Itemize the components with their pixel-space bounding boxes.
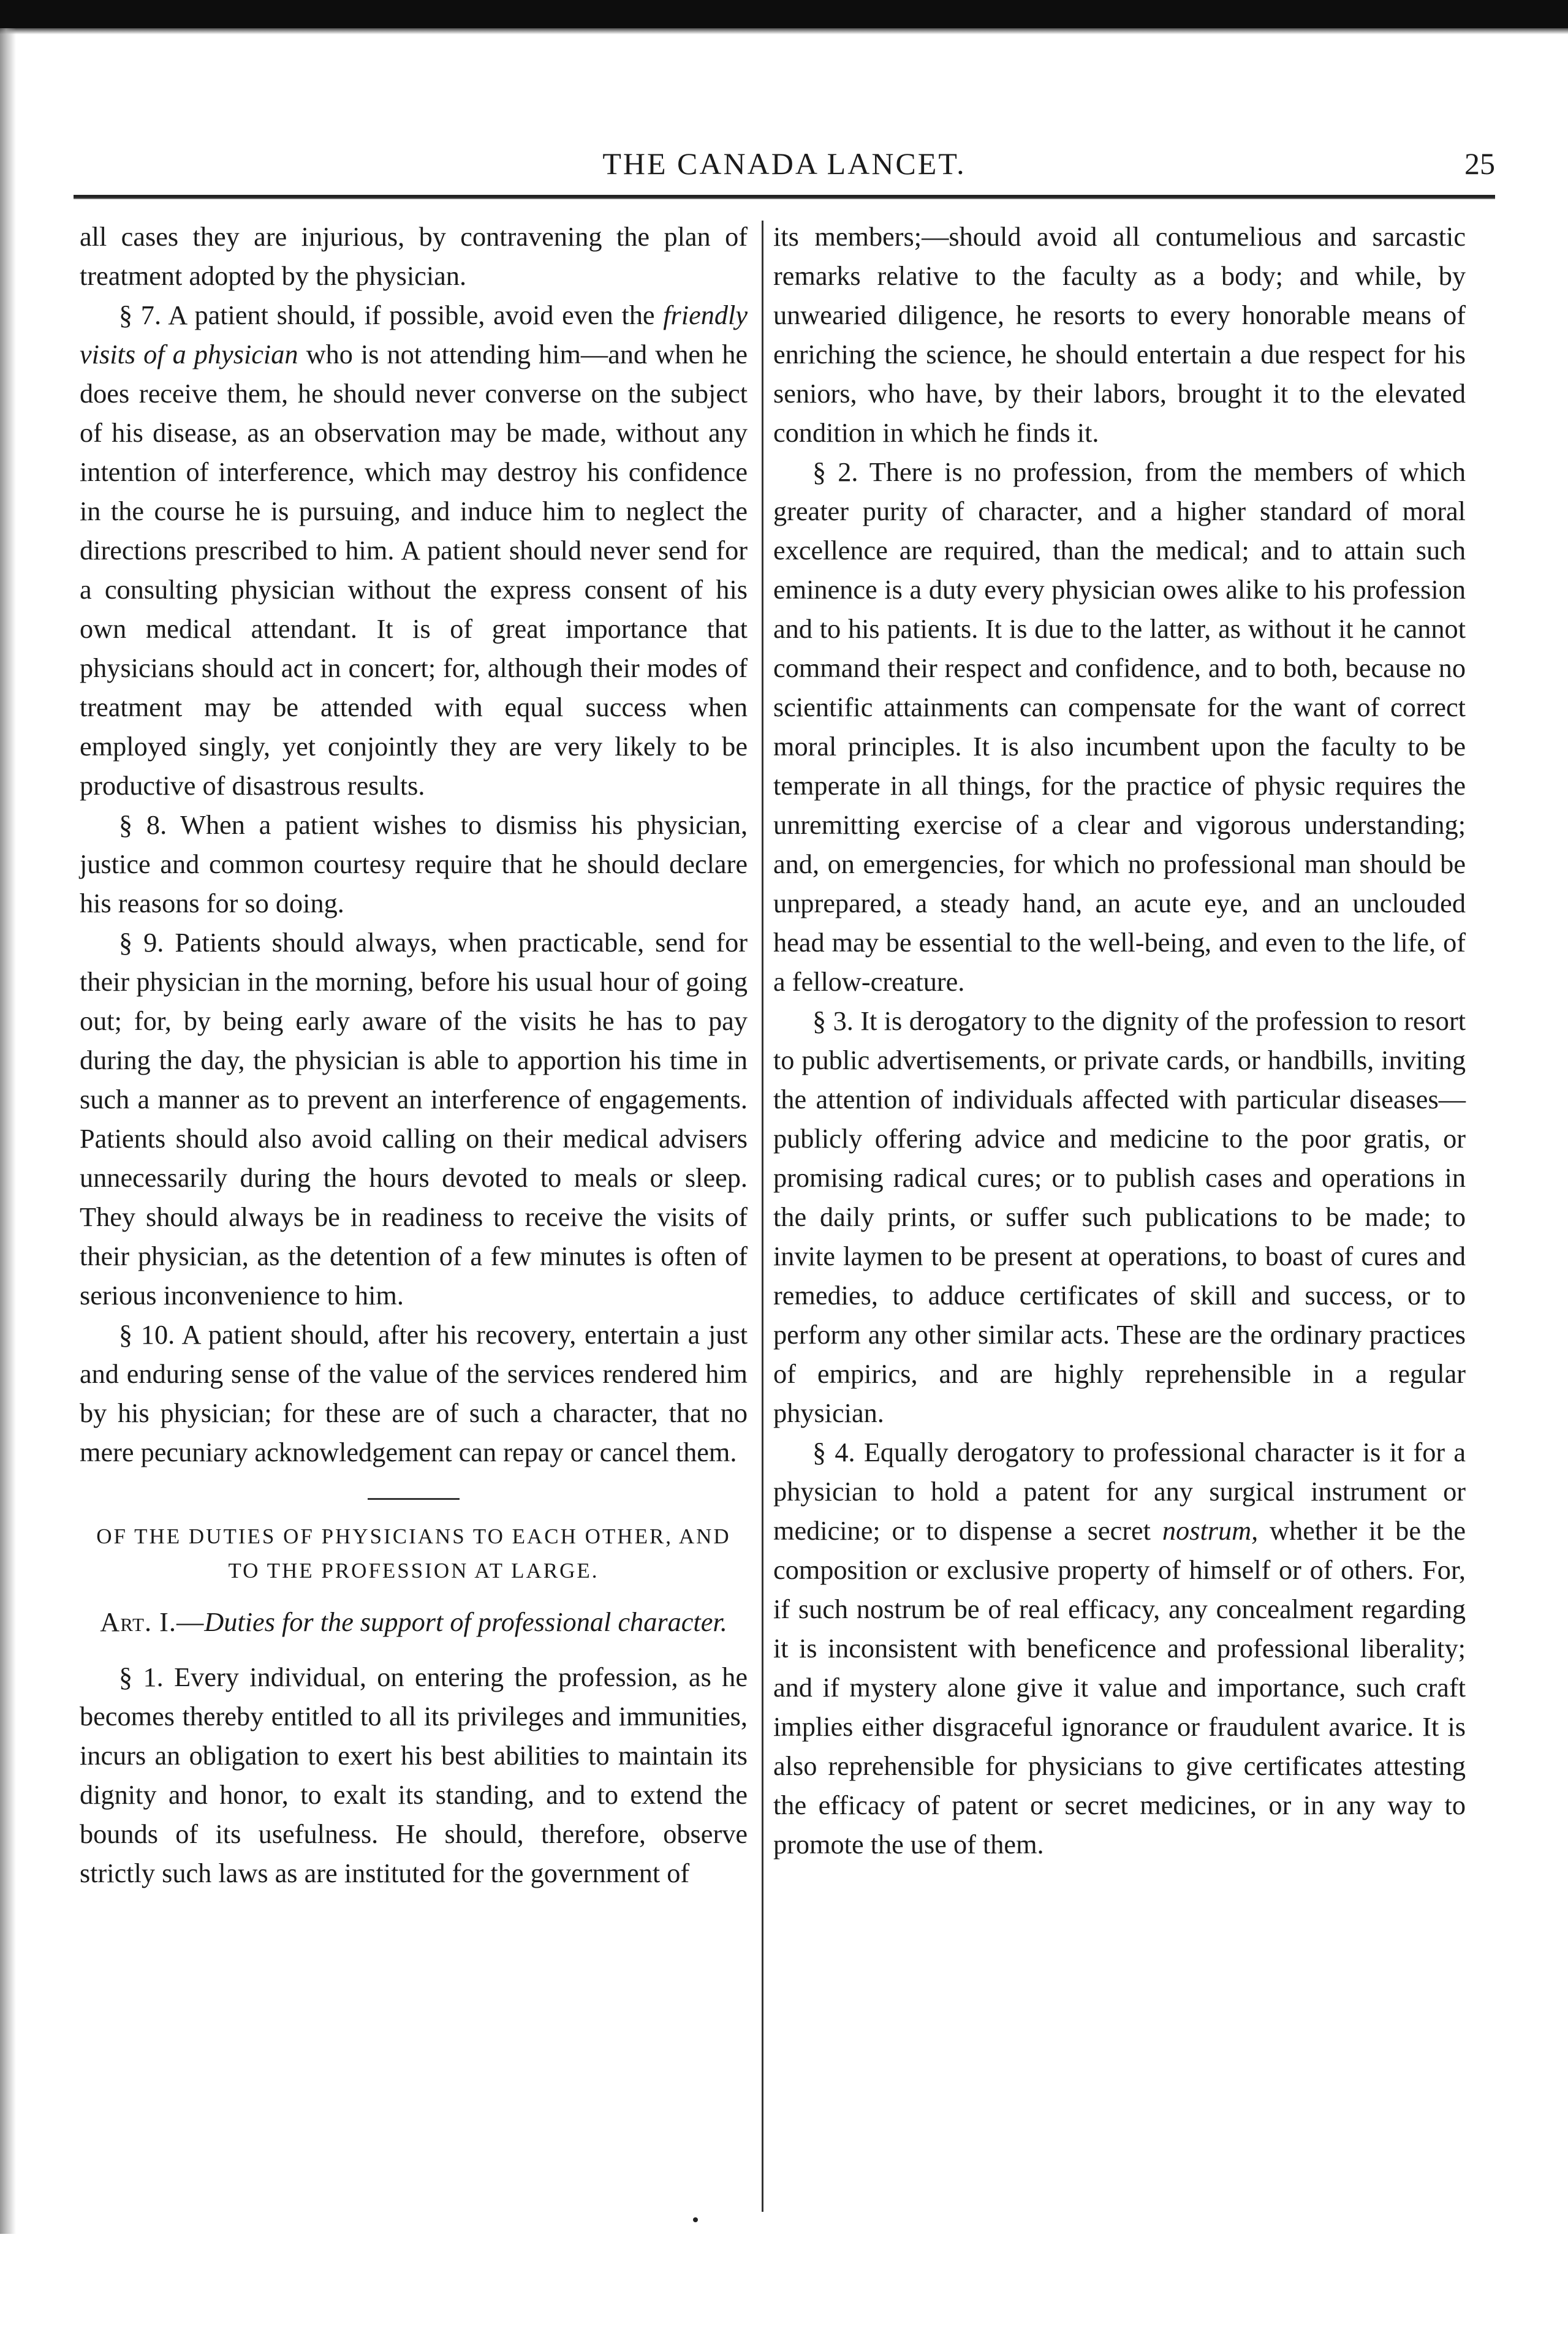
section-divider [368, 1498, 460, 1500]
section-label: § 3. [812, 1006, 854, 1036]
paragraph-continuation: its members;—should avoid all contumelious and sarcastic remarks relative to the faculty as a body; and while, by unwearied diligence, he resorts to every honorable means of enriching the science, he should entertain a due respect for his seniors, who have, by their labors, brought it to the elevated condition in which he finds it. [773, 222, 1466, 448]
section-label: § 4. [812, 1437, 855, 1467]
section-label: § 8. [119, 810, 167, 840]
paragraph-section-9: § 9. Patients should always, when practicable, send for their physician in the morning, before his usual hour of going out; for, by being early aware of the visits he has to pay during the day, the physician is able to apportion his time in such a manner as to prevent an interference of engagements. Patients should also avoid calling on their medical advisers unnecessarily during the hours devoted to meals or sleep. They should always be in readiness to receive the visits of their physician, as the detention of a few minutes is often of serious inconvenience to him. [80, 928, 748, 1311]
section-label: § 7. [119, 300, 162, 330]
scan-top-border [0, 0, 1568, 28]
page-header [74, 146, 1495, 195]
article-title: Duties for the support of professional character. [204, 1607, 727, 1637]
printer-mark [693, 2217, 698, 2222]
italic-phrase: friendly visits of a physician [80, 300, 748, 369]
article-heading [80, 1603, 748, 1642]
italic-phrase: nostrum, [1162, 1516, 1259, 1546]
left-column [80, 218, 748, 1893]
paragraph-section-8: § 8. When a patient wishes to dismiss his physician, justice and common courtesy require that he should declare his reasons for so doing. [80, 810, 748, 918]
paragraph-section-1: § 1. Every individual, on entering the profession, as he becomes thereby entitled to all its privileges and immunities, incurs an obligation to exert his best abilities to maintain its dignity and honor, to exalt its standing, and to extend the bounds of its usefulness. He should, therefore, observe strictly such laws as are instituted for the government of [80, 1662, 748, 1888]
section-label: § 2. [812, 457, 858, 487]
section-label: § 9. [119, 928, 164, 958]
running-title: THE CANADA LANCET. [602, 146, 966, 181]
right-column [773, 218, 1466, 1864]
paragraph-section-3: § 3. It is derogatory to the dignity of the profession to resort to public advertisements, or private cards, or handbills, inviting the attention of individuals affected with particular diseases—publicly offering advice and medicine to the poor gratis, or promising radical cures; or to publish cases and operations in the daily prints, or suffer such publications to be made; to invite laymen to be present at operations, to boast of cures and remedies, to adduce certificates of skill and success, or to perform any other similar acts. These are the ordinary practices of empirics, and are highly reprehensible in a regular physician. [773, 1006, 1466, 1428]
paragraph-section-4: § 4. Equally derogatory to professional character is it for a physician to hold a patent for any surgical instrument or medicine; or to dispense a secret nostrum, whether it be the composition or exclusive property of himself or of others. For, if such nostrum be of real efficacy, any concealment regarding it is inconsistent with beneficence and professional liberality; and if mystery alone give it value and importance, such craft implies either disgraceful ignorance or fraudulent avarice. It is also reprehensible for physicians to give certificates attesting the efficacy of patent or secret medicines, or in any way to promote the use of them. [773, 1437, 1466, 1860]
section-label: § 1. [119, 1662, 164, 1692]
column-divider [762, 221, 763, 2212]
page-number: 25 [1464, 146, 1495, 181]
paragraph-continuation: all cases they are injurious, by contravening the plan of treatment adopted by the physician. [80, 222, 748, 291]
paragraph-section-7: § 7. A patient should, if possible, avoid even the friendly visits of a physician who is not attending him—and when he does receive them, he should never converse on the subject of his disease, as an observation may be made, without any intention of interference, which may destroy his confidence in the course he is pursuing, and induce him to neglect the directions prescribed to him. A patient should never send for a consulting physician without the express consent of his own medical attendant. It is of great importance that physicians should act in concert; for, although their modes of treatment may be attended with equal success when employed singly, yet conjointly they are very likely to be productive of disastrous results. [80, 300, 748, 801]
section-label: § 10. [119, 1320, 175, 1350]
scan-left-edge [0, 28, 16, 2234]
header-rule [74, 195, 1495, 199]
section-heading: OF THE DUTIES OF PHYSICIANS TO EACH OTHER, AND TO THE PROFESSION AT LARGE. [96, 1524, 731, 1583]
article-label: Art. I.— [100, 1607, 205, 1637]
scan-top-shadow [0, 28, 1568, 34]
paragraph-section-10: § 10. A patient should, after his recovery, entertain a just and enduring sense of the value of the services rendered him by his physician; for these are of such a character, that no mere pecuniary acknowledgement can repay or cancel them. [80, 1320, 748, 1467]
paragraph-section-2: § 2. There is no profession, from the members of which greater purity of character, and a higher standard of moral excellence are required, than the medical; and to attain such eminence is a duty every physician owes alike to his profession and to his patients. It is due to the latter, as without it he cannot command their respect and confidence, and to both, because no scientific attainments can compensate for the want of correct moral principles. It is also incumbent upon the faculty to be temperate in all things, for the practice of physic requires the unremitting exercise of a clear and vigorous understanding; and, on emergencies, for which no professional man should be unprepared, a steady hand, an acute eye, and an unclouded head may be essential to the well-being, and even to the life, of a fellow-creature. [773, 457, 1466, 997]
